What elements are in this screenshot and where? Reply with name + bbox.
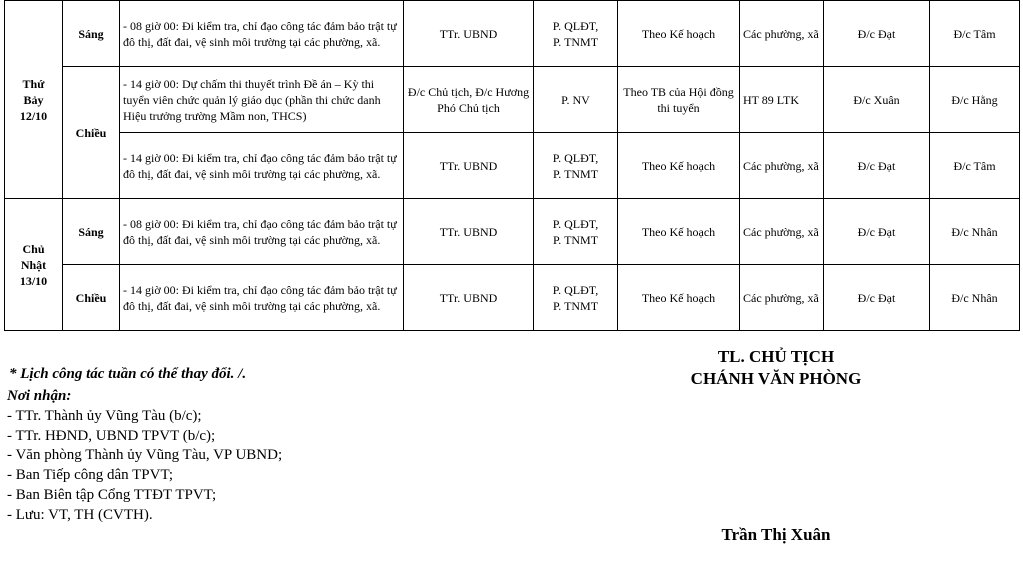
day-label-cell	[5, 199, 63, 331]
driver-cell: Đ/c Xuân	[824, 67, 930, 133]
prepare-line: P. QLĐT,	[552, 18, 599, 33]
recipients-title: Nơi nhận:	[7, 388, 72, 404]
recipient-item: - TTr. Thành ủy Vũng Tàu (b/c);	[7, 407, 202, 424]
activity-content: - 14 giờ 00: Đi kiểm tra, chỉ đạo công tác đảm bảo trật tự đô thị, đất đai, vệ sinh môi trường tại các phường, xã.	[120, 265, 404, 331]
prepare-line: P. NV	[561, 92, 590, 107]
day-label-line: Chủ	[22, 241, 45, 256]
prepare-line: P. QLĐT,	[552, 282, 599, 297]
reporter-cell: Đ/c Nhân	[930, 199, 1020, 265]
session-label: Chiều	[63, 265, 120, 331]
participants-cell: Theo Kế hoạch	[618, 133, 740, 199]
prepare-cell	[534, 133, 618, 199]
signature-title-1: TL. CHỦ TỊCH	[717, 347, 835, 366]
prepare-cell	[534, 67, 618, 133]
schedule-row	[5, 1, 1020, 67]
lead-cell: TTr. UBND	[404, 1, 534, 67]
place-cell: Các phường, xã	[740, 265, 824, 331]
activity-content: - 14 giờ 00: Dự chấm thi thuyết trình Đề án – Kỳ thi tuyển viên chức quản lý giáo dục (phần thi chức danh Hiệu trưởng trường Mầm non, THCS)	[120, 67, 404, 133]
recipients-block	[7, 387, 282, 526]
reporter-cell: Đ/c Tâm	[930, 1, 1020, 67]
lead-cell: TTr. UBND	[404, 199, 534, 265]
activity-content: - 08 giờ 00: Đi kiểm tra, chỉ đạo công tác đảm bảo trật tự đô thị, đất đai, vệ sinh môi trường tại các phường, xã.	[120, 1, 404, 67]
day-label-line: 13/10	[19, 273, 48, 288]
driver-cell: Đ/c Đạt	[824, 133, 930, 199]
schedule-row	[5, 199, 1020, 265]
place-cell: HT 89 LTK	[740, 67, 824, 133]
place-cell: Các phường, xã	[740, 1, 824, 67]
session-label: Sáng	[63, 199, 120, 265]
session-label: Chiều	[63, 67, 120, 199]
recipient-item: - Ban Biên tập Cổng TTĐT TPVT;	[7, 486, 217, 503]
prepare-line: P. TNMT	[552, 166, 599, 181]
activity-content: - 14 giờ 00: Đi kiểm tra, chỉ đạo công tác đảm bảo trật tự đô thị, đất đai, vệ sinh môi trường tại các phường, xã.	[120, 133, 404, 199]
schedule-row	[5, 133, 1020, 199]
schedule-row	[5, 67, 1020, 133]
reporter-cell: Đ/c Tâm	[930, 133, 1020, 199]
recipient-item: - Văn phòng Thành ủy Vũng Tàu, VP UBND;	[7, 447, 283, 464]
recipient-item: - Lưu: VT, TH (CVTH).	[7, 506, 153, 523]
reporter-cell: Đ/c Nhân	[930, 265, 1020, 331]
day-label-line: Thứ	[22, 76, 45, 91]
driver-cell: Đ/c Đạt	[824, 1, 930, 67]
prepare-cell	[534, 199, 618, 265]
lead-cell: Đ/c Chủ tịch, Đ/c Hương Phó Chủ tịch	[404, 67, 534, 133]
day-label-line: Nhật	[20, 257, 47, 272]
prepare-cell	[534, 265, 618, 331]
prepare-line: P. QLĐT,	[552, 216, 599, 231]
prepare-line: P. TNMT	[552, 298, 599, 313]
schedule-row	[5, 265, 1020, 331]
prepare-cell	[534, 1, 618, 67]
activity-content: - 08 giờ 00: Đi kiểm tra, chỉ đạo công tác đảm bảo trật tự đô thị, đất đai, vệ sinh môi trường tại các phường, xã.	[120, 199, 404, 265]
place-cell: Các phường, xã	[740, 133, 824, 199]
day-label-cell	[5, 1, 63, 199]
session-label: Sáng	[63, 1, 120, 67]
participants-cell: Theo Kế hoạch	[618, 1, 740, 67]
lead-cell: TTr. UBND	[404, 265, 534, 331]
prepare-line: P. TNMT	[552, 34, 599, 49]
place-cell: Các phường, xã	[740, 199, 824, 265]
signature-title-2: CHÁNH VĂN PHÒNG	[690, 369, 862, 388]
lead-cell: TTr. UBND	[404, 133, 534, 199]
recipient-item: - TTr. HĐND, UBND TPVT (b/c);	[7, 427, 216, 444]
participants-cell: Theo TB của Hội đồng thi tuyển	[618, 67, 740, 133]
day-label-line: Bảy	[23, 92, 44, 107]
prepare-line: P. QLĐT,	[552, 150, 599, 165]
day-label-line: 12/10	[19, 108, 48, 123]
schedule-change-note: * Lịch công tác tuần có thể thay đổi. /.	[9, 366, 247, 382]
recipient-item: - Ban Tiếp công dân TPVT;	[7, 467, 173, 484]
driver-cell: Đ/c Đạt	[824, 199, 930, 265]
driver-cell: Đ/c Đạt	[824, 265, 930, 331]
participants-cell: Theo Kế hoạch	[618, 265, 740, 331]
schedule-table	[4, 0, 1020, 331]
signer-name: Trần Thị Xuân	[721, 525, 831, 544]
participants-cell: Theo Kế hoạch	[618, 199, 740, 265]
prepare-line: P. TNMT	[552, 232, 599, 247]
reporter-cell: Đ/c Hằng	[930, 67, 1020, 133]
